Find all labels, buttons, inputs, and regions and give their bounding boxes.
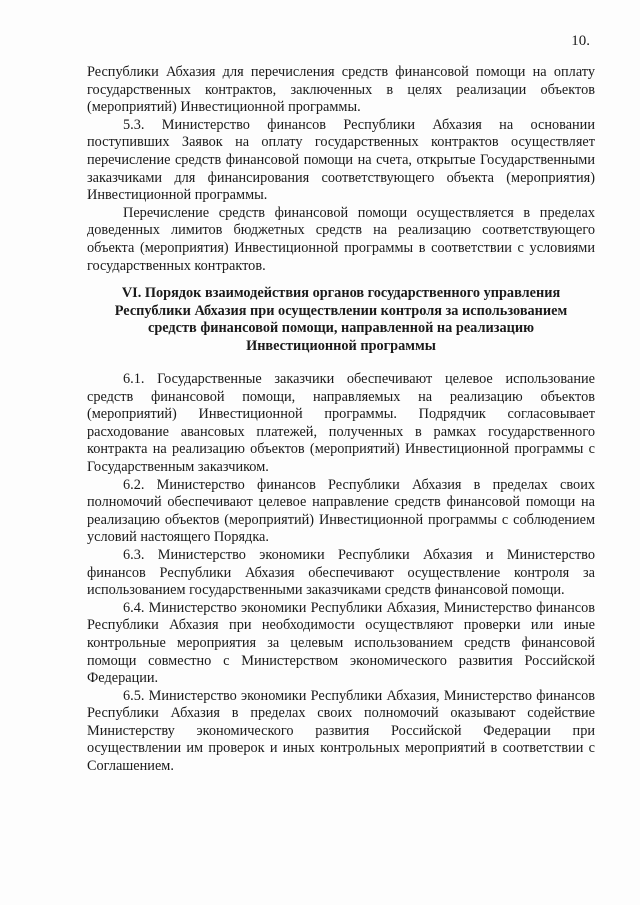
section-heading-line: VI. Порядок взаимодействия органов государственного управления bbox=[121, 285, 561, 301]
paragraph-continuation: Республики Абхазия для перечисления средств финансовой помощи на оплату государственных контрактов, заключенных в целях реализации объектов (мероприятий) Инвестиционной программы. bbox=[87, 64, 595, 116]
paragraph-5-3: 5.3. Министерство финансов Республики Абхазия на основании поступивших Заявок на оплату государственных контрактов осуществляет перечисление средств финансовой помощи на счета, открытые Государственными заказчиками для финансирования соответствующего объекта (мероприятия) Инвестиционной программы. bbox=[87, 116, 595, 204]
paragraph-6-4: 6.4. Министерство экономики Республики Абхазия, Министерство финансов Республики Абхазия при необходимости осуществляют проверки или иные контрольные мероприятия за целевым использованием средств финансовой помощи совместно с Министерством экономического развития Российской Федерации. bbox=[87, 599, 595, 687]
top-text-block bbox=[87, 64, 595, 275]
section-heading-line: Инвестиционной программы bbox=[246, 337, 436, 354]
paragraph-6-5: 6.5. Министерство экономики Республики Абхазия, Министерство финансов Республики Абхазия в пределах своих полномочий оказывают содействие Министерству экономического развития Российской Федерации при осуществлении им проверок и иных контрольных мероприятий в соответствии с Соглашением. bbox=[87, 687, 595, 775]
paragraph-6-3: 6.3. Министерство экономики Республики Абхазия и Министерство финансов Республики Абхазия обеспечивают осуществление контроля за использованием государственными заказчиками средств финансовой помощи. bbox=[87, 546, 595, 599]
page-number: 10. bbox=[571, 33, 590, 49]
paragraph-6-1: 6.1. Государственные заказчики обеспечивают целевое использование средств финансовой помощи, направляемых на реализацию объектов (мероприятий) Инвестиционной программы. Подрядчик согласовывает расходование авансовых платежей, полученных в рамках государственного контракта на реализацию объектов (мероприятий) Инвестиционной программы с Государственным заказчиком. bbox=[87, 371, 595, 475]
section-heading-line: средств финансовой помощи, направленной на реализацию bbox=[147, 320, 535, 337]
main-text-block bbox=[87, 371, 595, 776]
paragraph-6-2: 6.2. Министерство финансов Республики Абхазия в пределах своих полномочий обеспечивают целевое направление средств финансовой помощи на реализацию объектов (мероприятий) Инвестиционной программы с соблюдением условий настоящего Порядка. bbox=[87, 476, 595, 546]
paragraph-transfer-limits: Перечисление средств финансовой помощи осуществляется в пределах доведенных лимитов бюджетных средств на реализацию соответствующего объекта (мероприятия) Инвестиционной программы в соответствии с условиями государственных контрактов. bbox=[87, 204, 595, 274]
section-heading-line: Республики Абхазия при осуществлении контроля за использованием bbox=[114, 302, 568, 319]
section-heading bbox=[87, 285, 595, 355]
